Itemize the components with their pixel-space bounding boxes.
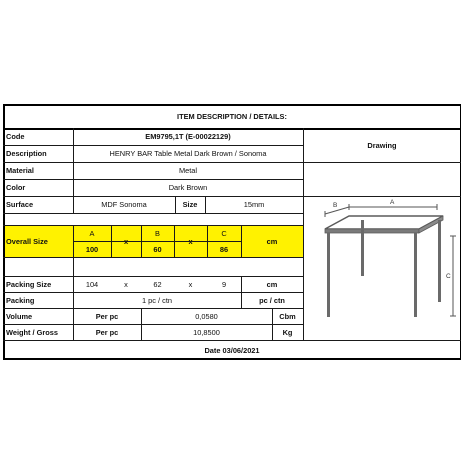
divider	[174, 225, 175, 257]
divider	[205, 196, 206, 213]
divider	[111, 225, 112, 257]
divider	[3, 340, 461, 341]
table-leg-back-right	[438, 220, 441, 302]
packing-size-label: Packing Size	[6, 279, 52, 289]
drawing-title: Drawing	[367, 140, 397, 150]
surface-label: Surface	[6, 200, 34, 209]
border-top	[3, 104, 461, 106]
divider	[3, 276, 303, 277]
divider	[3, 308, 303, 309]
divider	[3, 162, 461, 163]
divider	[3, 179, 303, 180]
code-label: Code	[6, 132, 25, 141]
packing-size-x2: x	[188, 279, 193, 289]
volume-label: Volume	[6, 311, 33, 321]
divider	[3, 292, 303, 293]
divider	[3, 213, 303, 214]
divider	[141, 308, 142, 340]
divider	[3, 225, 303, 226]
divider	[241, 225, 242, 257]
code-value: EM9795,1T (E-00022129)	[145, 132, 231, 141]
divider	[3, 196, 303, 197]
dimension-label-c: C	[446, 273, 451, 280]
overall-size-unit: cm	[241, 225, 303, 257]
color-label: Color	[6, 183, 26, 192]
weight-per: Per pc	[95, 327, 119, 337]
size-value: 15mm	[243, 200, 265, 209]
divider	[141, 225, 142, 257]
surface-value: MDF Sonoma	[101, 200, 147, 209]
volume-per: Per pc	[95, 311, 119, 321]
divider	[175, 196, 176, 213]
dimension-label-a: A	[390, 199, 395, 206]
table-drawing	[303, 194, 461, 334]
packing-size-width: 62	[153, 279, 162, 289]
material-label: Material	[6, 166, 34, 175]
description-label: Description	[6, 149, 47, 158]
overall-size-c-value: 86	[207, 241, 241, 257]
packing-size-length: 104	[85, 279, 99, 289]
divider	[3, 145, 303, 146]
color-value: Dark Brown	[168, 183, 208, 192]
volume-value: 0,0580	[195, 311, 218, 321]
packing-size-unit: cm	[266, 279, 278, 289]
divider	[241, 276, 242, 308]
border-bottom	[3, 358, 461, 360]
overall-size-c-label: C	[207, 225, 241, 241]
divider	[73, 225, 74, 340]
table-leg-front-right	[414, 233, 417, 317]
header-divider	[3, 128, 461, 130]
divider	[3, 324, 303, 325]
divider	[207, 225, 208, 257]
dimension-label-b: B	[333, 202, 338, 209]
overall-size-label: Overall Size	[3, 225, 73, 257]
weight-value: 10,8500	[193, 327, 220, 337]
table-leg-back-left	[361, 220, 364, 276]
border-left	[3, 104, 5, 359]
volume-unit: Cbm	[279, 311, 296, 321]
material-value: Metal	[178, 166, 198, 175]
divider	[303, 196, 461, 197]
packing-label: Packing	[6, 295, 35, 305]
item-details-sheet	[3, 104, 461, 359]
date: Date 03/06/2021	[204, 346, 260, 355]
sheet-title: ITEM DESCRIPTION / DETAILS:	[177, 111, 287, 121]
border-right	[460, 104, 462, 359]
packing-value: 1 pc / ctn	[142, 295, 172, 305]
divider	[272, 308, 273, 340]
weight-label: Weight / Gross	[6, 327, 59, 337]
divider	[303, 128, 304, 340]
weight-unit: Kg	[282, 327, 293, 337]
overall-size-b-label: B	[141, 225, 174, 241]
divider	[73, 241, 241, 242]
overall-size-a-value: 100	[73, 241, 111, 257]
description-value: HENRY BAR Table Metal Dark Brown / Sonoma	[109, 149, 267, 158]
packing-size-x1: x	[124, 279, 128, 289]
packing-unit: pc / ctn	[259, 295, 285, 305]
packing-size-height: 9	[221, 279, 227, 289]
size-label: Size	[182, 200, 198, 209]
overall-size-b-value: 60	[141, 241, 174, 257]
overall-size-a-label: A	[73, 225, 111, 241]
table-leg-front-left	[327, 233, 330, 317]
divider	[73, 128, 74, 213]
divider	[3, 257, 303, 258]
